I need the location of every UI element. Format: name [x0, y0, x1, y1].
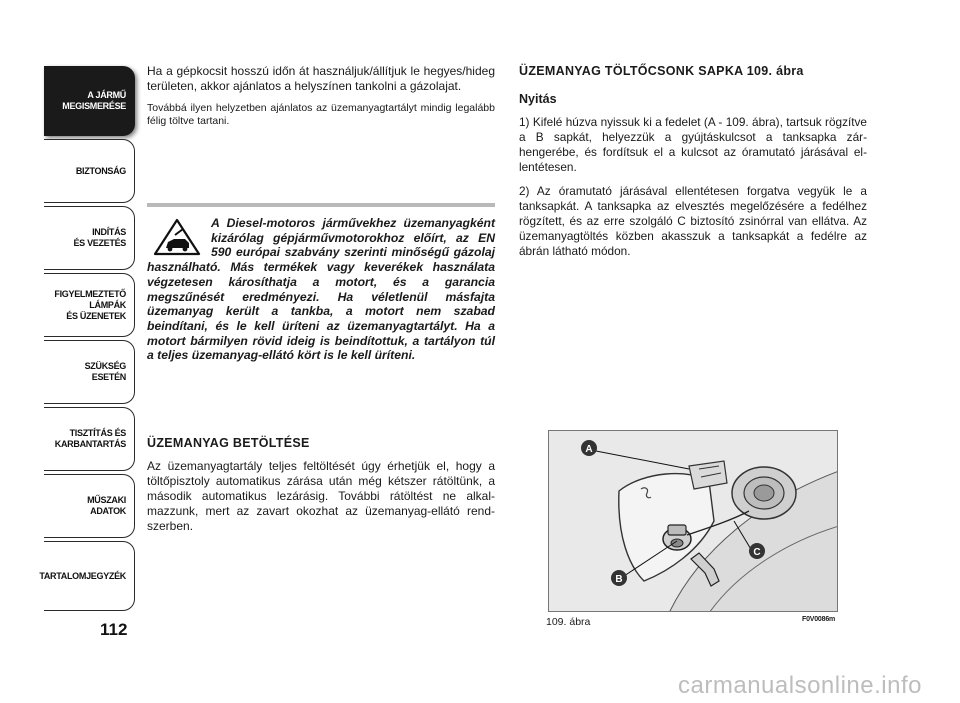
sidebar-tab-maintenance[interactable]: TISZTÍTÁS ÉS KARBANTARTÁS — [44, 407, 135, 471]
sidebar-tab-technical-data[interactable]: MŰSZAKI ADATOK — [44, 474, 135, 538]
fuel-warning-icon — [153, 218, 201, 256]
label-c: C — [753, 547, 761, 558]
fuel-cap-figure — [548, 430, 838, 612]
intro-small-paragraph: Továbbá ilyen helyzetben ajánlatos az üzemanyagtartályt mindig legalább félig töltve tartani. — [147, 102, 495, 127]
opening-subtitle: Nyitás — [519, 92, 557, 106]
opening-step-1: 1) Kifelé húzva nyissuk ki a fedelet (A - 109. ábra), tartsuk rögzítve a B sapkát, helyezzük a gyújtáskulcsot a tanksapka zárhengerébe, és fordítsuk el a kulcsot az óramutató járásával ellentétesen. — [519, 115, 867, 174]
sidebar-tab-vehicle-overview[interactable]: A JÁRMŰ MEGISMERÉSE — [44, 66, 135, 136]
left-column-intro — [147, 64, 495, 128]
label-b: B — [615, 574, 623, 585]
sidebar-tab-safety[interactable]: BIZTONSÁG — [44, 139, 135, 203]
sidebar-tab-index[interactable]: TARTALOMJEGYZÉK — [44, 541, 135, 611]
figure-code: F0V0086m — [802, 616, 836, 623]
warning-box — [147, 216, 495, 363]
fuel-filling-text: Az üzemanyagtartály teljes feltöltését úgy érhetjük el, hogy a töltőpisztoly automatikus zárása után még kétszer rátöltünk, a második automatikus lezárásig. További rátöltést ne alkalmazzunk, mert az zavart okozhat az üzemanyag-ellátó rendszerben. — [147, 459, 495, 533]
right-column — [519, 64, 867, 259]
fuel-filling-title: ÜZEMANYAG BETÖLTÉSE — [147, 436, 310, 450]
label-a: A — [585, 444, 593, 455]
opening-step-2: 2) Az óramutató járásával ellentétesen forgatva vegyük le a tanksapkát. A tanksapka az elvesztés megelőzésére a fedélhez rögzített, és az erre szolgáló C biztosító zsinórral van ellátva. Az üzemanyagtöltés közben akasszuk a tanksapkát a fedélre az ábrán látható módon. — [519, 184, 867, 258]
sidebar-tab-emergency[interactable]: SZÜKSÉG ESETÉN — [44, 340, 135, 404]
sidebar-tab-warning-lights[interactable]: FIGYELMEZTETŐ LÁMPÁK ÉS ÜZENETEK — [44, 273, 135, 337]
warning-divider — [147, 203, 495, 207]
sidebar-tab-starting-driving[interactable]: INDÍTÁS ÉS VEZETÉS — [44, 206, 135, 270]
intro-paragraph: Ha a gépkocsit hosszú időn át használjuk/állítjuk le hegyes/hideg területen, akkor ajánlatos a helyszínen tankolni a gázolajat. — [147, 64, 495, 93]
figure-caption: 109. ábra — [546, 616, 591, 628]
fuel-filling-section — [147, 436, 495, 534]
fuel-cap-illustration — [549, 431, 838, 612]
fuel-cap-title: ÜZEMANYAG TÖLTŐCSONK SAPKA 109. ábra — [519, 64, 804, 78]
watermark: carmanualsonline.info — [0, 672, 960, 703]
page-number: 112 — [100, 620, 128, 639]
warning-text: A Diesel-motoros járművekhez üzemanyagként kizárólag gépjárművmotorokhoz előírt, az EN 590 európai szabvány szerinti minőségű gázolaj használható. Más termékek vagy keverékek használata végzetesen károsíthatja a motort, és a garancia megszűnését eredményezi. Ha véletlenül másfajta üzemanyag került a tankba, a motort nem szabad beindítani, és le kell üríteni az üzemanyagtartályt. Ha a motort bármilyen rövid ideig is beindítottuk, a tartályon túl a teljes üzemanyag-ellátó kört is le kell üríteni. — [147, 216, 495, 363]
